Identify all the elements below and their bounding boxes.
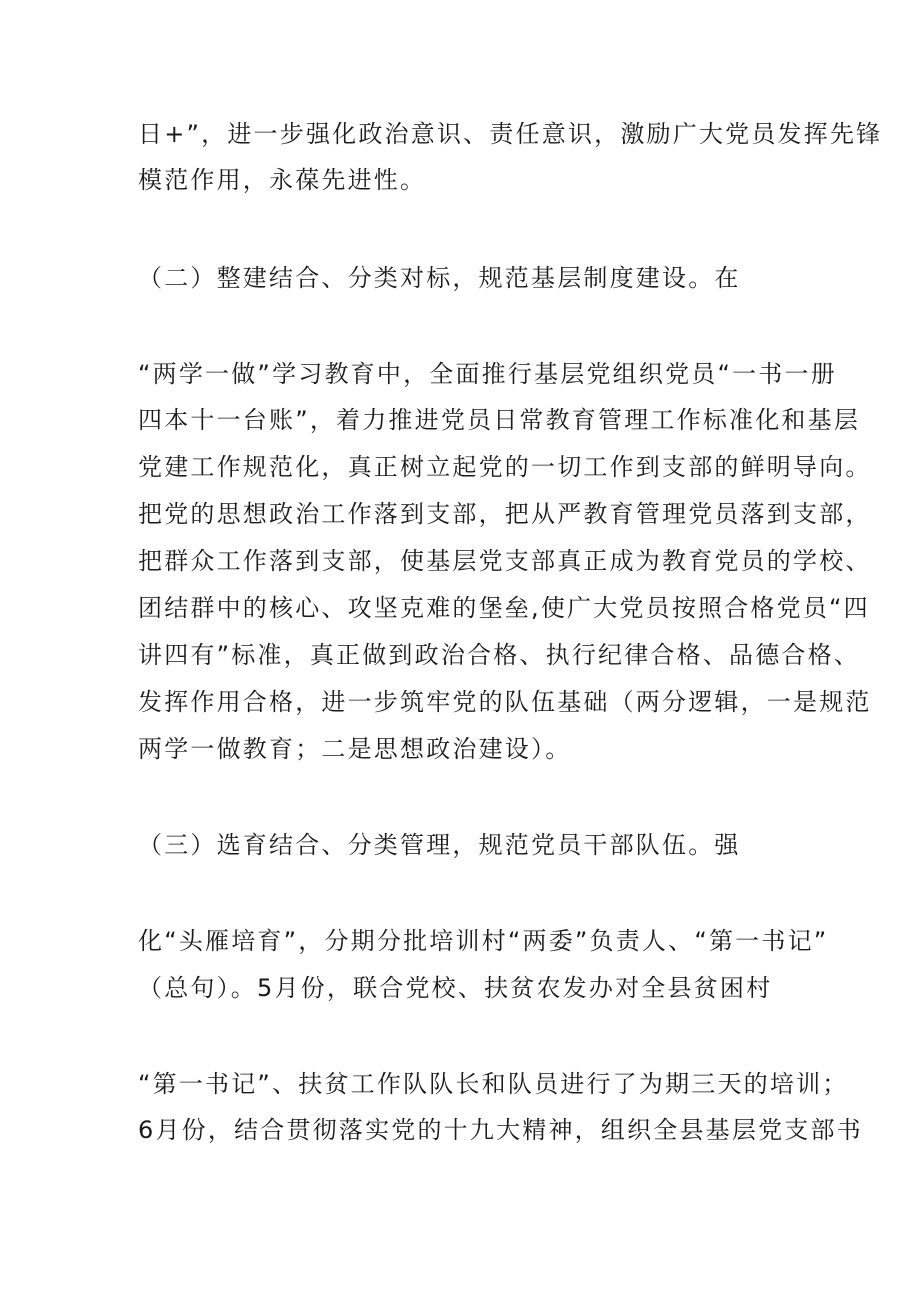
text-line: “两学一做”学习教育中，全面推行基层党组织党员“一书一册 <box>138 360 837 388</box>
text-line: 6月份，结合贯彻落实党的十九大精神，组织全县基层党支部书 <box>138 1116 863 1144</box>
text-line: 化“头雁培育”，分期分批培训村“两委”负责人、“第一书记” <box>138 927 829 955</box>
text-line: 四本十一台账”，着力推进党员日常教育管理工作标准化和基层 <box>138 406 861 434</box>
text-line: “第一书记”、扶贫工作队队长和队员进行了为期三天的培训； <box>138 1070 849 1098</box>
section-heading: （三）选育结合、分类管理，规范党员干部队伍。强 <box>138 831 741 859</box>
text-line: 把群众工作落到支部，使基层党支部真正成为教育党员的学校、 <box>138 547 872 575</box>
text-line: 党建工作规范化，真正树立起党的一切工作到支部的鲜明导向。 <box>138 453 872 481</box>
text-line: 日+”，进一步强化政治意识、责任意识，激励广大党员发挥先锋 <box>138 120 883 148</box>
text-line: 团结群中的核心、攻坚克难的堡垒,使广大党员按照合格党员“四 <box>138 594 870 622</box>
section-heading: （二）整建结合、分类对标，规范基层制度建设。在 <box>138 264 741 292</box>
text-line: 模范作用，永葆先进性。 <box>138 166 427 194</box>
text-line: 两学一做教育；二是思想政治建设）。 <box>138 735 572 763</box>
text-line: 发挥作用合格，进一步筑牢党的队伍基础（两分逻辑，一是规范 <box>138 688 872 716</box>
text-line: 讲四有”标准，真正做到政治合格、执行纪律合格、品德合格、 <box>138 641 861 669</box>
text-line: 把党的思想政治工作落到支部，把从严教育管理党员落到支部， <box>138 500 872 528</box>
text-line: （总句）。5月份，联合党校、扶贫农发办对全县贫困村 <box>138 974 773 1002</box>
